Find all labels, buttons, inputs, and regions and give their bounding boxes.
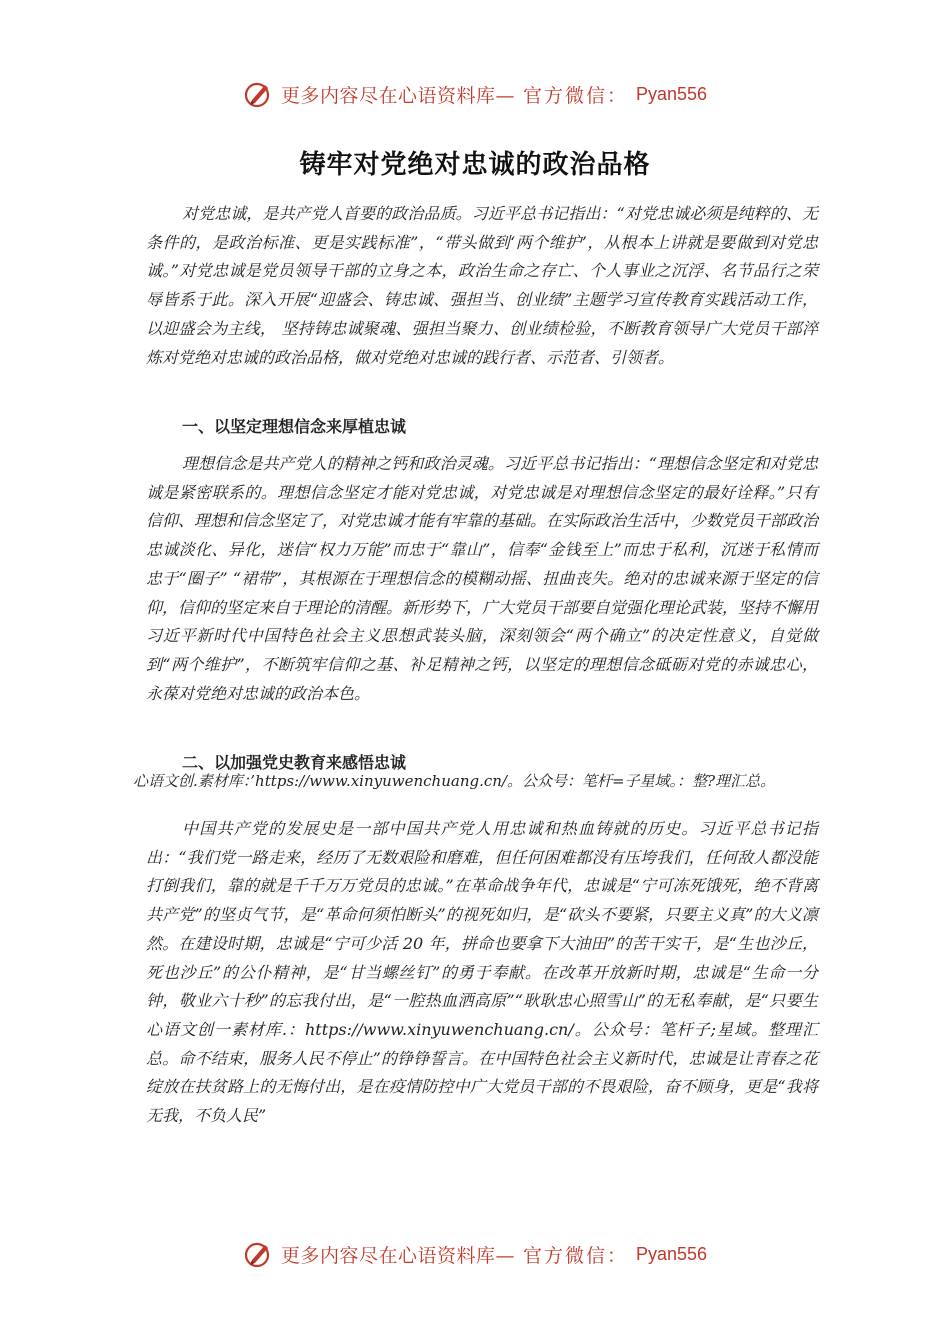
- banner-wechat-label: 官方微信：: [522, 1244, 628, 1267]
- paragraph-section-2: 中国共产党的发展史是一部中国共产党人用忠诚和热血铸就的历史。习近平总书记指出：“我们党一路走来，经历了无数艰险和磨难，但任何困难都没有压垮我们，任何敌人都没能打倒我们，靠的就是千千万万党员的忠诚。”在革命战争年代，忠诚是“宁可冻死饿死，绝不背离共产党”的坚贞气节，是“革命何须怕断头”的视死如归，是“砍头不要紧，只要主义真”的大义凛然。在建设时期，忠诚是“宁可少活 20 年，拼命也要拿下大油田”的苦干实干，是“生也沙丘，死也沙丘”的公仆精神，是“甘当螺丝钉”的勇于奉献。在改革开放新时期，忠诚是“生命一分钟，敬业六十秒”的忘我付出，是“一腔热血洒高原”“耿耿忠心照雪山”的无私奉献，是“只要生心语文创一素材库.：https://www.xinyuwenchuang.cn/。公众号：笔杆子;星域。整理汇总。命不结束，服务人民不停止”的铮铮誓言。在中国特色社会主义新时代，忠诚是让青春之花绽放在扶贫路上的无悔付出，是在疫情防控中广大党员干部的不畏艰险，奋不顾身，更是“我将无我，不负人民”: [146, 819, 818, 1126]
- footer-banner: [0, 1234, 950, 1274]
- page-title: 铸牢对党绝对忠诚的政治品格: [299, 150, 651, 180]
- banner-wechat-id: Pyan556: [635, 83, 708, 104]
- banner-text: 更多内容尽在心语资料库—: [280, 84, 515, 107]
- header-banner: [0, 74, 950, 114]
- section-heading-1: 一、以坚定理想信念来厚植忠诚: [182, 417, 407, 436]
- section-heading-2: 二、以加强党史教育来感悟忠诚: [182, 753, 407, 772]
- paragraph-intro: 对党忠诚，是共产党人首要的政治品质。习近平总书记指出：“对党忠诚必须是纯粹的、无条件的，是政治标准、更是实践标准”，“带头做到‘两个维护’，从根本上讲就是要做到对党忠诚。”对党忠诚是党员领导干部的立身之本，政治生命之存亡、个人事业之沉浮、名节品行之荣辱皆系于此。深入开展“迎盛会、铸忠诚、强担当、创业绩”主题学习宣传教育实践活动工作，以迎盛会为主线， 坚持铸忠诚聚魂、强担当聚力、创业绩检验，不断教育领导广大党员干部淬炼对党绝对忠诚的政治品格，做对党绝对忠诚的践行者、示范者、引领者。: [146, 204, 818, 367]
- pen-logo-icon: [243, 79, 273, 109]
- banner-wechat-label: 官方微信：: [522, 84, 628, 107]
- paragraph-section-1: 理想信念是共产党人的精神之钙和政治灵魂。习近平总书记指出：“理想信念坚定和对党忠诚是紧密联系的。理想信念坚定才能对党忠诚，对党忠诚是对理想信念坚定的最好诠释。”只有信仰、理想和信念坚定了，对党忠诚才能有牢靠的基础。在实际政治生活中，少数党员干部政治忠诚淡化、异化，迷信“权力万能”而忠于“靠山”，信奉“金钱至上”而忠于私利，沉迷于私情而忠于“圈子” “裙带”，其根源在于理想信念的模糊动摇、扭曲丧失。绝对的忠诚来源于坚定的信仰，信仰的坚定来自于理论的清醒。新形势下，广大党员干部要自觉强化理论武装，坚持不懈用习近平新时代中国特色社会主义思想武装头脑，深刻领会“两个确立”的决定性意义，自觉做到“两个维护”，不断筑牢信仰之基、补足精神之钙，以坚定的理想信念砥砺对党的赤诚忠心，永葆对党绝对忠诚的政治本色。: [146, 454, 819, 703]
- watermark-note: 心语文创.素材库：’https://www.xinyuwenchuang.cn/。公众号：笔杆=子星域。：整?理汇总。: [133, 772, 776, 790]
- banner-wechat-id: Pyan556: [635, 1243, 708, 1264]
- banner-text: 更多内容尽在心语资料库—: [280, 1244, 515, 1267]
- pen-logo-icon: [243, 1239, 273, 1269]
